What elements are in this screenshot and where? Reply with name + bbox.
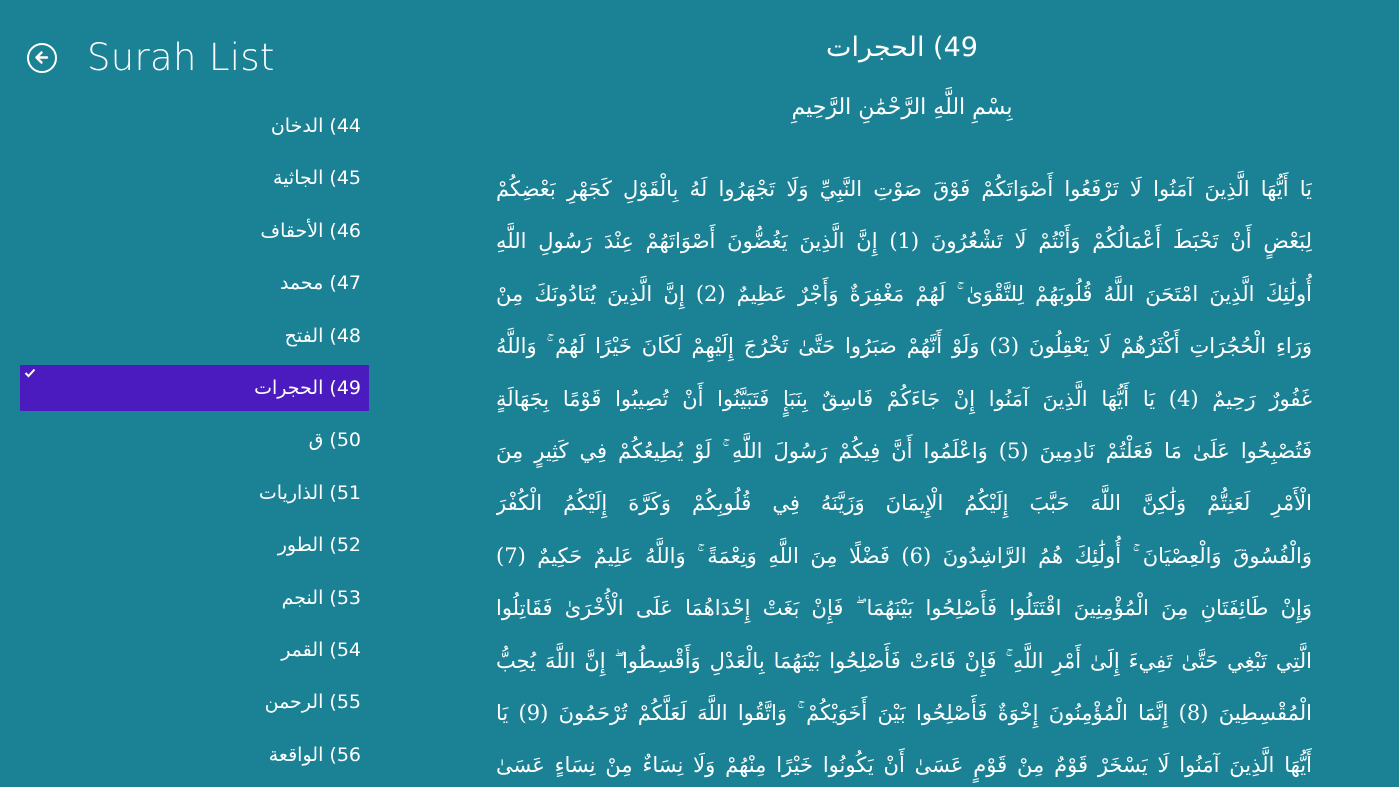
surah-item-label: 51) الذاريات [258,481,361,504]
surah-item-label: 49) الحجرات [254,376,361,399]
verse-line: لِبَعْضٍ أَنْ تَحْبَطَ أَعْمَالُكُمْ وَأَنْتُمْ لَا تَشْعُرُونَ (1) إِنَّ الَّذِينَ يَغُضُّونَ أَصْوَاتَهُمْ عِنْدَ رَسُولِ اللَّهِ [496,229,1312,254]
surah-item[interactable] [20,732,369,784]
surah-item-selected[interactable] [20,365,369,417]
verse-line: فَتُصْبِحُوا عَلَىٰ مَا فَعَلْتُمْ نَادِمِينَ (5) وَاعْلَمُوا أَنَّ فِيكُمْ رَسُولَ اللَّهِ ۚ لَوْ يُطِيعُكُمْ فِي كَثِيرٍ مِنَ [496,438,1312,463]
surah-item-label: 44) الدخان [270,115,361,137]
surah-item[interactable] [20,260,369,312]
basmala: بِسْمِ اللَّهِ الرَّحْمَٰنِ الرَّحِيمِ [791,95,1013,120]
verse-line: الَّتِي تَبْغِي حَتَّىٰ تَفِيءَ إِلَىٰ أَمْرِ اللَّهِ ۚ فَإِنْ فَاءَتْ فَأَصْلِحُوا بَيْنَهُمَا بِالْعَدْلِ وَأَقْسِطُوا ۖ إِنَّ اللَّهَ يُحِبُّ [496,648,1312,673]
surah-item[interactable] [20,627,369,679]
surah-item[interactable] [20,313,369,365]
surah-item-label: 50) ق [308,429,361,452]
surah-item[interactable] [20,208,369,260]
surah-item-label: 46) الأحقاف [260,219,361,242]
surah-item-label: 52) الطور [277,534,361,557]
verse-text-panel[interactable] [496,163,1312,787]
verse-line: الْأَمْرِ لَعَنِتُّمْ وَلَٰكِنَّ اللَّهَ حَبَّبَ إِلَيْكُمُ الْإِيمَانَ وَزَيَّنَهُ فِي قُلُوبِكُمْ وَكَرَّهَ إِلَيْكُمُ الْكُفْرَ [496,491,1312,516]
verse-line: وَرَاءِ الْحُجُرَاتِ أَكْثَرُهُمْ لَا يَعْقِلُونَ (3) وَلَوْ أَنَّهُمْ صَبَرُوا حَتَّىٰ تَخْرُجَ إِلَيْهِمْ لَكَانَ خَيْرًا لَهُمْ ۚ وَاللَّهُ [496,334,1312,359]
verse-line: وَإِنْ طَائِفَتَانِ مِنَ الْمُؤْمِنِينَ اقْتَتَلُوا فَأَصْلِحُوا بَيْنَهُمَا ۖ فَإِنْ بَغَتْ إِحْدَاهُمَا عَلَى الْأُخْرَىٰ فَقَاتِلُوا [496,596,1312,621]
surah-item[interactable] [20,679,369,731]
surah-item-label: 54) القمر [281,638,361,661]
surah-item-label: 56) الواقعة [268,743,361,766]
verse-line: يَا أَيُّهَا الَّذِينَ آمَنُوا لَا تَرْفَعُوا أَصْوَاتَكُمْ فَوْقَ صَوْتِ النَّبِيِّ وَلَا تَجْهَرُوا لَهُ بِالْقَوْلِ كَجَهْرِ بَعْضِكُمْ [496,177,1312,201]
page-title: Surah List [87,36,275,79]
back-button[interactable] [27,43,57,73]
surah-item-label: 53) النجم [281,586,361,609]
verse-line: أُولَٰئِكَ الَّذِينَ امْتَحَنَ اللَّهُ قُلُوبَهُمْ لِلتَّقْوَىٰ ۚ لَهُمْ مَغْفِرَةٌ وَأَجْرٌ عَظِيمٌ (2) إِنَّ الَّذِينَ يُنَادُونَكَ مِنْ [496,281,1312,306]
verse-line: غَفُورٌ رَحِيمٌ (4) يَا أَيُّهَا الَّذِينَ آمَنُوا إِنْ جَاءَكُمْ فَاسِقٌ بِنَبَإٍ فَتَبَيَّنُوا أَنْ تُصِيبُوا قَوْمًا بِجَهَالَةٍ [496,386,1312,411]
verse-line: وَالْفُسُوقَ وَالْعِصْيَانَ ۚ أُولَٰئِكَ هُمُ الرَّاشِدُونَ (6) فَضْلًا مِنَ اللَّهِ وَنِعْمَةً ۚ وَاللَّهُ عَلِيمٌ حَكِيمٌ (7) [496,543,1312,568]
surah-item-label: 45) الجاثية [273,167,361,190]
surah-item[interactable] [20,103,369,155]
surah-heading: 49) الحجرات [826,32,978,63]
surah-item-label: 48) الفتح [284,324,361,347]
back-arrow-icon [33,49,50,66]
surah-item[interactable] [20,522,369,574]
surah-item[interactable] [20,575,369,627]
surah-item[interactable] [20,417,369,469]
verse-line: أَيُّهَا الَّذِينَ آمَنُوا لَا يَسْخَرْ قَوْمٌ مِنْ قَوْمٍ عَسَىٰ أَنْ يَكُونُوا خَيْرًا مِنْهُمْ وَلَا نِسَاءٌ مِنْ نِسَاءٍ عَسَىٰ [496,753,1312,778]
verse-line: الْمُقْسِطِينَ (8) إِنَّمَا الْمُؤْمِنُونَ إِخْوَةٌ فَأَصْلِحُوا بَيْنَ أَخَوَيْكُمْ ۚ وَاتَّقُوا اللَّهَ لَعَلَّكُمْ تُرْحَمُونَ (9) يَا [496,700,1312,725]
surah-item[interactable] [20,155,369,207]
surah-item[interactable] [20,470,369,522]
surah-list [20,103,369,784]
surah-item-label: 55) الرحمن [264,691,361,714]
surah-item-label: 47) محمد [279,272,361,295]
check-icon [24,368,36,378]
